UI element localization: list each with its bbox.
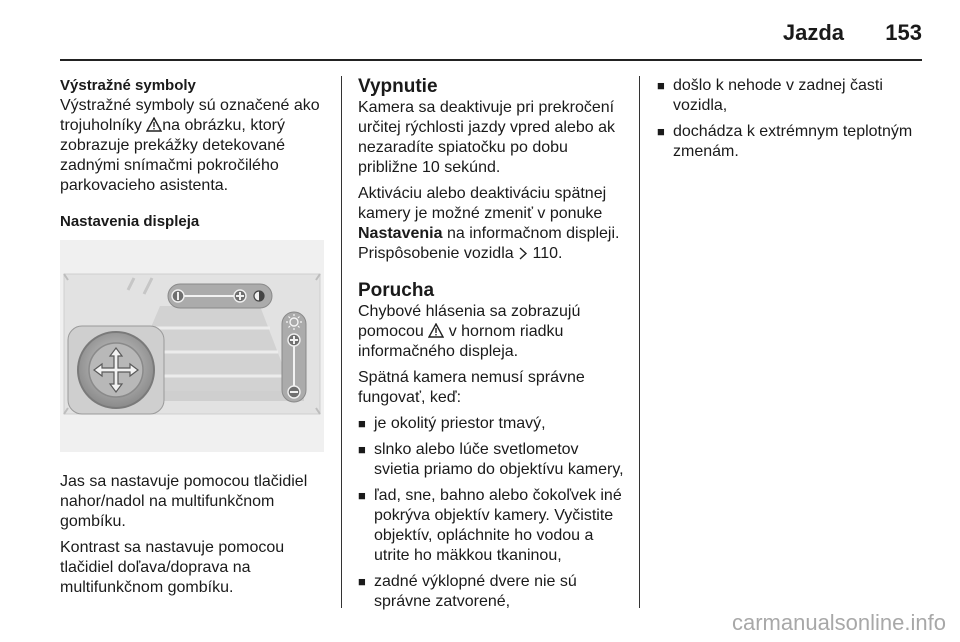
list-item: ■ došlo k nehode v zadnej časti vozidla, — [657, 77, 883, 114]
running-title: Jazda — [782, 20, 844, 45]
deactivation-heading: Vypnutie — [358, 76, 438, 97]
list-item: ■ ľad, sne, bahno alebo čokoľvek iné pokrýva objektív kamery. Vyčistite objektív, opláchnite ho vodou a utrite ho mäkkou tkaninou, — [358, 487, 622, 564]
fault-conditions-list-continued — [657, 76, 927, 162]
warning-triangle-icon — [146, 117, 162, 132]
page-header — [0, 0, 960, 60]
column-1 — [60, 76, 328, 604]
deactivation-text: Kamera sa deaktivuje pri prekročení určitej rýchlosti jazdy vpred alebo ak nezaradíte spiatočku po dobu približne 10 sekúnd. — [358, 99, 616, 176]
contrast-text: Kontrast sa nastavuje pomocou tlačidiel doľava/doprava na multifunkčnom gombíku. — [60, 539, 285, 596]
fault-lead-text: Spätná kamera nemusí správne fungovať, keď: — [358, 369, 585, 406]
settings-keyword: Nastavenia — [358, 225, 443, 242]
list-item: ■ je okolitý priestor tmavý, — [358, 415, 546, 432]
display-settings-heading: Nastavenia displeja — [60, 213, 200, 230]
header-rule — [60, 59, 922, 61]
fault-conditions-list — [358, 414, 628, 612]
column-divider-1 — [341, 76, 342, 608]
page-reference-arrow-icon — [518, 247, 528, 260]
activation-text: Aktiváciu alebo deaktiváciu spätnej kamery je možné zmeniť v ponuke Nastavenia na informačnom displeji. Prispôsobenie vozidla 110. — [358, 185, 620, 262]
fault-heading: Porucha — [358, 280, 435, 301]
warning-symbols-heading: Výstražné symboly — [60, 77, 196, 94]
column-2 — [358, 76, 628, 618]
column-divider-2 — [639, 76, 640, 608]
warning-triangle-icon — [428, 323, 444, 338]
fault-text: Chybové hlásenia sa zobrazujú pomocou v hornom riadku informačného displeja. — [358, 303, 581, 360]
site-watermark: carmanualsonline.info — [731, 610, 946, 635]
list-item: ■ zadné výklopné dvere nie sú správne zatvorené, — [358, 573, 577, 610]
list-item: ■ slnko alebo lúče svetlometov svietia priamo do objektívu kamery, — [358, 441, 624, 478]
brightness-text: Jas sa nastavuje pomocou tlačidiel nahor/nadol na multifunkčnom gombíku. — [60, 473, 308, 530]
list-item: ■ dochádza k extrémnym teplotným zmenám. — [657, 123, 913, 160]
warning-symbols-text: Výstražné symboly sú označené ako trojuholníky na obrázku, ktorý zobrazuje prekážky detekované zadnými snímačmi pokročilého parkovacieho asistenta. — [60, 97, 320, 194]
page-number: 153 — [885, 20, 922, 45]
column-3 — [657, 76, 927, 168]
camera-display-illustration — [60, 240, 324, 452]
